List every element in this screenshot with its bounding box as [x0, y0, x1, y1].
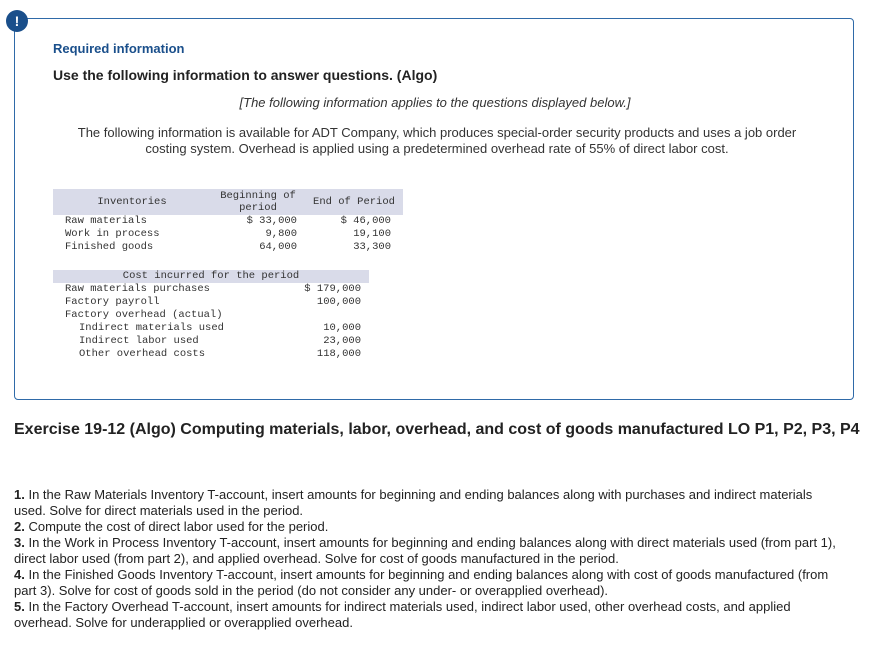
exclamation-icon: ! — [6, 10, 28, 32]
info-heading: Use the following information to answer questions. (Algo) — [53, 67, 438, 83]
list-item — [14, 487, 844, 519]
exercise-title: Exercise 19-12 (Algo) Computing materials, labor, overhead, and cost of goods manufactured LO P1, P2, P3, P4 — [14, 421, 860, 438]
list-item — [14, 599, 844, 631]
info-intro: The following information is available for ADT Company, which produces special-order security products and uses a job order costing system. Overhead is applied using a predetermined overhead rate of 55% of direct labor cost. — [77, 125, 797, 156]
row-value: 100,000 — [316, 296, 361, 308]
row-label: Raw materials purchases — [65, 283, 210, 295]
row-value: 23,000 — [323, 335, 361, 347]
row-label: Indirect materials used — [79, 322, 224, 334]
row-end: $ 46,000 — [340, 215, 391, 227]
row-label: Work in process — [65, 228, 160, 240]
table-row — [53, 309, 369, 322]
cost-table — [53, 270, 369, 361]
step-text: In the Factory Overhead T-account, insert amounts for indirect materials used, indirect labor used, other overhead costs, and applied overhead. Solve for underapplied or overapplied overhead. — [14, 599, 791, 630]
col-end: End of Period — [305, 189, 403, 215]
list-item — [14, 535, 844, 567]
step-number: 4. — [14, 567, 25, 582]
row-label: Indirect labor used — [79, 335, 199, 347]
row-beginning: 9,800 — [265, 228, 297, 240]
row-beginning: $ 33,000 — [246, 215, 297, 227]
table-row — [53, 215, 403, 228]
instructions-list — [14, 487, 844, 631]
row-beginning: 64,000 — [259, 241, 297, 253]
step-text: Compute the cost of direct labor used for the period. — [24, 519, 329, 534]
table-row — [53, 241, 403, 254]
row-value — [277, 309, 369, 322]
step-number: 2. — [14, 519, 25, 534]
table-row — [53, 228, 403, 241]
col-inventories: Inventories — [53, 189, 211, 215]
row-value: 10,000 — [323, 322, 361, 334]
table-row — [53, 348, 369, 361]
info-note: [The following information applies to the questions displayed below.] — [239, 95, 631, 110]
row-label: Factory overhead (actual) — [65, 309, 223, 321]
row-end: 33,300 — [353, 241, 391, 253]
required-information-panel — [14, 18, 854, 400]
row-end: 19,100 — [353, 228, 391, 240]
step-number: 5. — [14, 599, 25, 614]
row-label: Finished goods — [65, 241, 154, 253]
step-text: In the Raw Materials Inventory T-account, insert amounts for beginning and ending balances along with purchases and indirect materials used. Solve for direct materials used in the period. — [14, 487, 813, 518]
table-row — [53, 283, 369, 296]
col-beginning: Beginning of period — [211, 189, 305, 215]
list-item — [14, 567, 844, 599]
row-value: $ 179,000 — [304, 283, 361, 295]
required-information-label: Required information — [53, 41, 185, 56]
inventory-table-header — [53, 189, 403, 215]
step-number: 1. — [14, 487, 25, 502]
step-text: In the Finished Goods Inventory T-account, insert amounts for beginning and ending balances along with cost of goods manufactured (from part 3). Solve for cost of goods sold in the period (do not consider any under- or overapplied overhead). — [14, 567, 829, 598]
cost-table-header — [53, 270, 369, 283]
cost-header: Cost incurred for the period — [53, 270, 369, 283]
step-number: 3. — [14, 535, 25, 550]
list-item — [14, 519, 844, 535]
table-row — [53, 296, 369, 309]
row-label: Factory payroll — [65, 296, 160, 308]
row-label: Other overhead costs — [79, 348, 206, 360]
row-value: 118,000 — [316, 348, 361, 360]
inventory-table — [53, 189, 403, 254]
row-label: Raw materials — [65, 215, 147, 227]
step-text: In the Work in Process Inventory T-account, insert amounts for beginning and ending balances along with direct materials used (from part 1), direct labor used (from part 2), and applied overhead. Solve for cost of goods manufactured in the period. — [14, 535, 836, 566]
table-row — [53, 335, 369, 348]
table-row — [53, 322, 369, 335]
